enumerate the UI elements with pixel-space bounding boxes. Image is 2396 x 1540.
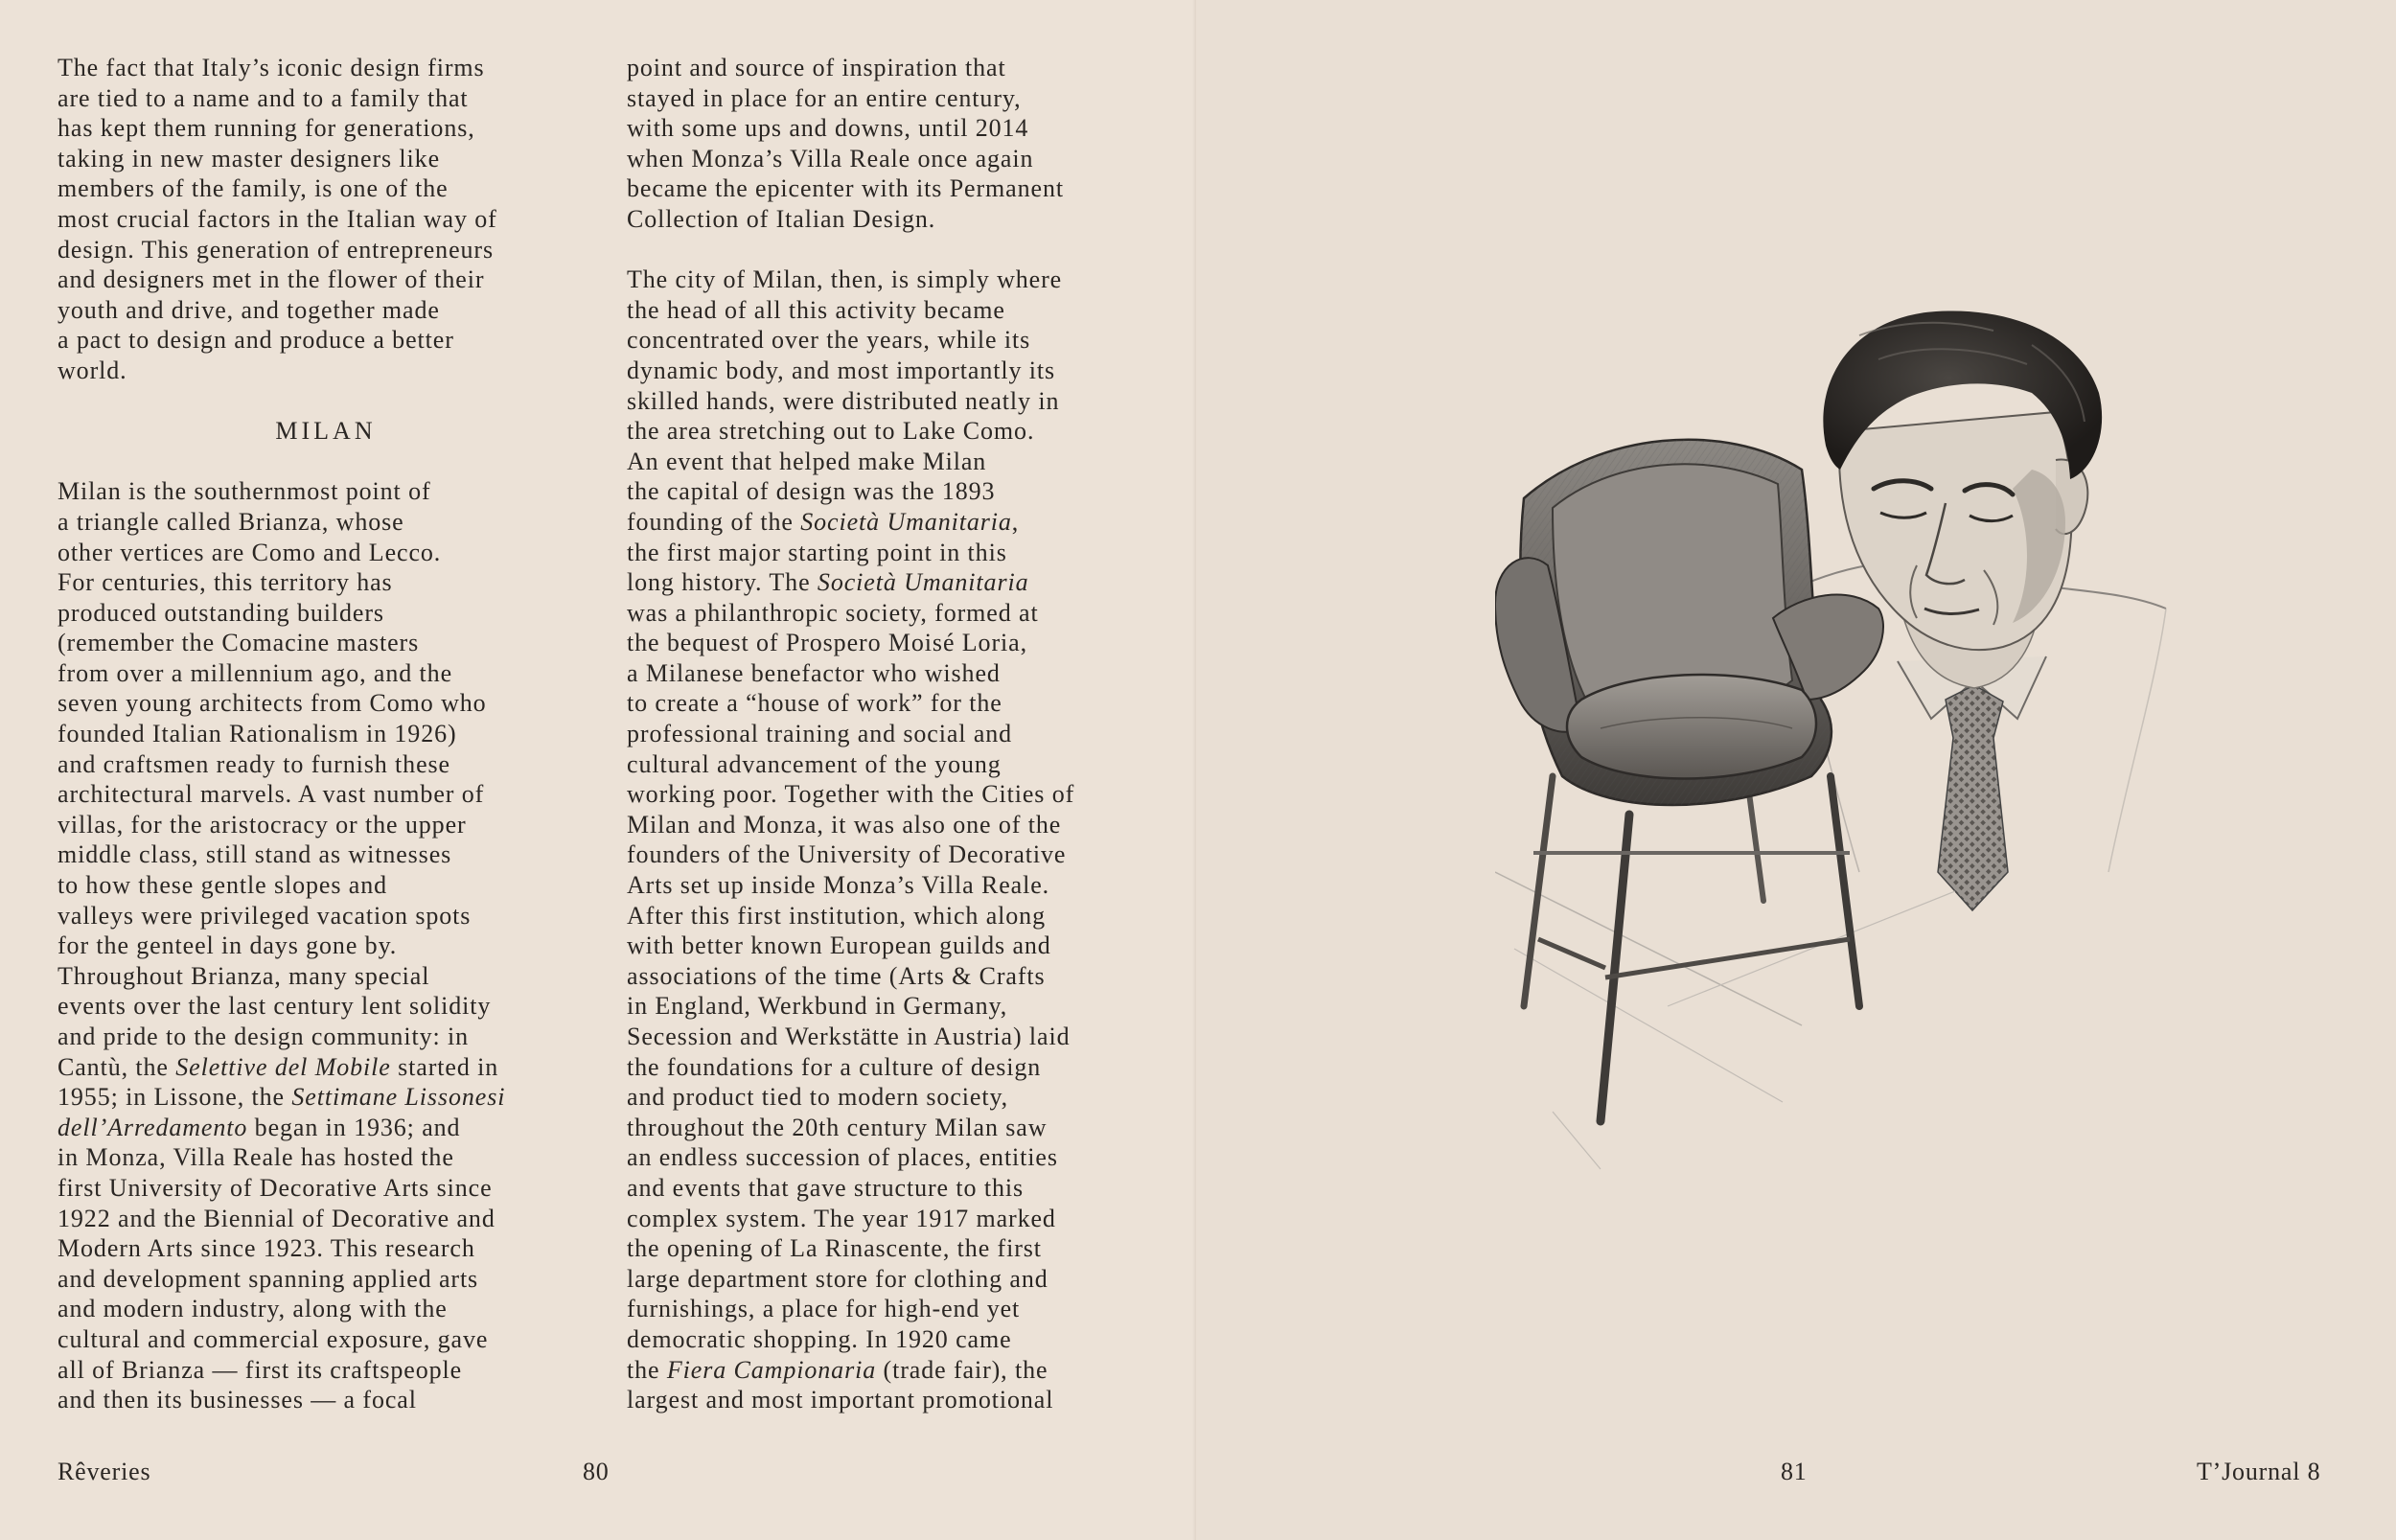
text-line: produced outstanding builders [58, 598, 384, 627]
text-line: to how these gentle slopes and [58, 871, 387, 900]
text-line: and designers met in the flower of their [58, 265, 485, 294]
text-line: associations of the time (Arts & Crafts [627, 961, 1046, 990]
text-line: throughout the 20th century Milan saw [627, 1113, 1048, 1141]
text-line: villas, for the aristocracy or the upper [58, 810, 467, 839]
text-line: most crucial factors in the Italian way of [58, 204, 497, 233]
text-column-2 [627, 53, 1163, 1415]
text-line: taking in new master designers like [58, 144, 441, 172]
text-line: founded Italian Rationalism in 1926) [58, 720, 457, 748]
page-number-right: 81 [1781, 1458, 1808, 1485]
text-line: the first major starting point in this [627, 538, 1007, 566]
text-line: working poor. Together with the Cities of [627, 780, 1075, 809]
text-line: Modern Arts since 1923. This research [58, 1234, 475, 1263]
text-line: cultural advancement of the young [627, 749, 1002, 778]
text-line: with better known European guilds and [627, 931, 1051, 960]
text-line: Milan is the southernmost point of [58, 477, 431, 506]
text-line: in Monza, Villa Reale has hosted the [58, 1143, 454, 1172]
continued-paragraph [627, 53, 1163, 235]
text-line: to create a “house of work” for the [627, 689, 1002, 718]
text-line: and craftsmen ready to furnish these [58, 749, 450, 778]
text-line: valleys were privileged vacation spots [58, 901, 472, 930]
text-line: For centuries, this territory has [58, 568, 393, 597]
text-line: the capital of design was the 1893 [627, 477, 996, 506]
text-line: The fact that Italy’s iconic design firms [58, 54, 485, 81]
text-line: members of the family, is one of the [58, 174, 449, 203]
running-title-right: T’Journal 8 [2197, 1458, 2321, 1485]
text-line: founding of the Società Umanitaria, [627, 507, 1020, 536]
text-line: and then its businesses — a focal [58, 1386, 417, 1414]
text-line: and modern industry, along with the [58, 1295, 448, 1323]
text-line: the opening of La Rinascente, the first [627, 1234, 1042, 1263]
text-line: point and source of inspiration that [627, 54, 1006, 81]
text-line: with some ups and downs, until 2014 [627, 114, 1029, 143]
text-line: and product tied to modern society, [627, 1083, 1009, 1112]
text-line: Throughout Brianza, many special [58, 961, 430, 990]
text-line: skilled hands, were distributed neatly in [627, 386, 1060, 415]
milan-city-paragraph [627, 264, 1163, 1415]
text-line: has kept them running for generations, [58, 114, 475, 143]
text-line: large department store for clothing and [627, 1264, 1048, 1293]
text-line: complex system. The year 1917 marked [627, 1204, 1056, 1232]
text-line: a pact to design and produce a better [58, 326, 454, 355]
portrait-armchair-illustration [1495, 278, 2185, 1188]
text-line: the area stretching out to Lake Como. [627, 417, 1035, 446]
text-line: from over a millennium ago, and the [58, 658, 453, 687]
text-line: and pride to the design community: in [58, 1023, 470, 1050]
text-line: the head of all this activity became [627, 295, 1005, 324]
text-line: for the genteel in days gone by. [58, 931, 398, 960]
text-line: Collection of Italian Design. [627, 204, 936, 233]
text-line: architectural marvels. A vast number of [58, 780, 485, 809]
text-line: furnishings, a place for high-end yet [627, 1295, 1021, 1323]
text-line: Secession and Werkstätte in Austria) laid [627, 1023, 1071, 1050]
text-line: was a philanthropic society, formed at [627, 598, 1039, 627]
text-line: youth and drive, and together made [58, 295, 440, 324]
text-line: first University of Decorative Arts since [58, 1173, 493, 1202]
text-line: other vertices are Como and Lecco. [58, 538, 442, 566]
text-line: democratic shopping. In 1920 came [627, 1324, 1012, 1353]
text-line: a Milanese benefactor who wished [627, 658, 1001, 687]
text-line: stayed in place for an entire century, [627, 83, 1022, 112]
text-line: long history. The Società Umanitaria [627, 568, 1029, 597]
text-column-1 [58, 53, 594, 1415]
text-line: The city of Milan, then, is simply where [627, 265, 1063, 294]
text-line: largest and most important promotional [627, 1386, 1054, 1414]
text-line: world. [58, 356, 127, 384]
text-line: in England, Werkbund in Germany, [627, 992, 1008, 1021]
text-line: the Fiera Campionaria (trade fair), the [627, 1355, 1048, 1384]
text-line: when Monza’s Villa Reale once again [627, 144, 1034, 172]
text-line: the bequest of Prospero Moisé Loria, [627, 629, 1027, 657]
text-line: cultural and commercial exposure, gave [58, 1324, 489, 1353]
text-line: professional training and social and [627, 720, 1013, 748]
text-line: a triangle called Brianza, whose [58, 507, 404, 536]
milan-paragraph [58, 476, 594, 1414]
page-number-left: 80 [583, 1458, 610, 1485]
text-line: concentrated over the years, while its [627, 326, 1031, 355]
text-line: an endless succession of places, entities [627, 1143, 1058, 1172]
text-line: events over the last century lent solidity [58, 992, 492, 1021]
text-line: Cantù, the Selettive del Mobile started in [58, 1052, 499, 1081]
text-line: After this first institution, which along [627, 901, 1046, 930]
text-line: (remember the Comacine masters [58, 629, 420, 657]
text-line: 1955; in Lissone, the Settimane Lissonesi [58, 1083, 506, 1112]
text-line: 1922 and the Biennial of Decorative and [58, 1204, 495, 1232]
text-line: and events that gave structure to this [627, 1173, 1024, 1202]
text-line: dynamic body, and most importantly its [627, 356, 1056, 384]
text-line: An event that helped make Milan [627, 447, 987, 475]
text-line: are tied to a name and to a family that [58, 83, 469, 112]
text-line: and development spanning applied arts [58, 1264, 479, 1293]
text-line: became the epicenter with its Permanent [627, 174, 1064, 203]
text-line: dell’Arredamento began in 1936; and [58, 1113, 461, 1141]
text-line: founders of the University of Decorative [627, 840, 1067, 869]
text-line: design. This generation of entrepreneurs [58, 235, 494, 264]
text-line: all of Brianza — first its craftspeople [58, 1355, 463, 1384]
text-line: Arts set up inside Monza’s Villa Reale. [627, 871, 1050, 900]
intro-paragraph [58, 53, 594, 386]
text-line: middle class, still stand as witnesses [58, 840, 452, 869]
text-line: the foundations for a culture of design [627, 1052, 1042, 1081]
section-heading-milan: MILAN [275, 417, 377, 446]
left-page [0, 0, 1196, 1540]
text-line: seven young architects from Como who [58, 689, 487, 718]
text-line: Milan and Monza, it was also one of the [627, 810, 1062, 839]
running-title-left: Rêveries [58, 1458, 151, 1485]
